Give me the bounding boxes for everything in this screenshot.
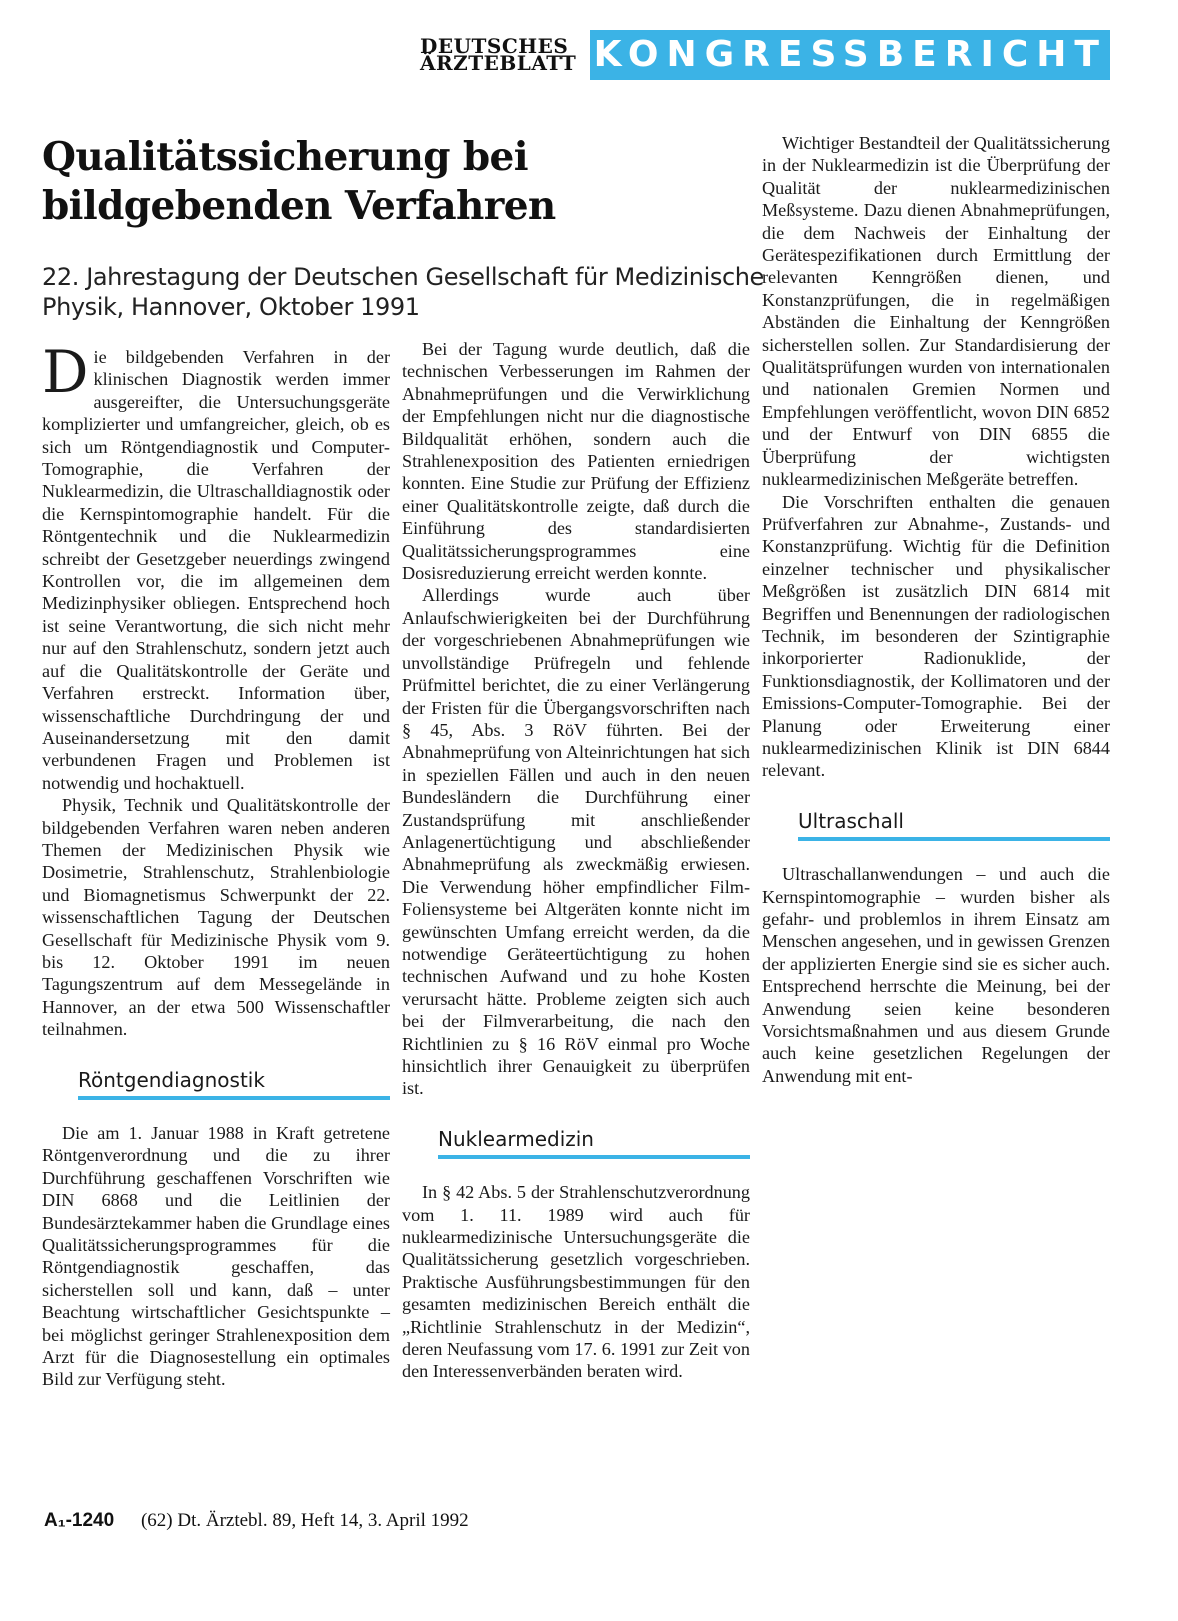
article-subtitle: 22. Jahrestagung der Deutschen Gesellschaft für Medizinische Physik, Hannover, Oktober 1991 [42, 263, 764, 321]
paragraph: Die am 1. Januar 1988 in Kraft getretene Röntgenverordnung und die zu ihrer Durchführung geschaffenen Vorschriften wie DIN 6868 und die Leitlinien der Bundesärztekammer haben die Grundlage eines Qualitätssicherungsprogrammes für die Röntgendiagnostik geschaffen, das sicherstellen soll und kann, daß – unter Beachtung wirtschaftlicher Gesichtspunkte – bei möglichst geringer Strahlenexposition dem Arzt für die Diagnosestellung ein optimales Bild zur Verfügung steht. [42, 1123, 390, 1390]
masthead [420, 30, 1110, 80]
paragraph: Bei der Tagung wurde deutlich, daß die technischen Verbesserungen im Rahmen der Abnahmeprüfungen und die Verwirklichung der Empfehlungen nicht nur die diagnostische Bildqualität erhöhen, sondern auch die Strahlenexposition des Patienten erniedrigen konnten. Eine Studie zur Prüfung der Effizienz einer Qualitätskontrolle zeigte, daß durch die Einführung des standardisierten Qualitätssicherungsprogrammes eine Dosisreduzierung erreicht werden konnte. [402, 339, 750, 584]
citation: (62) Dt. Ärztebl. 89, Heft 14, 3. April 1992 [140, 1510, 469, 1531]
intro-paragraph [42, 338, 390, 794]
journal-logo [420, 34, 577, 75]
paragraph: Ultraschallanwendungen – und auch die Kernspintomographie – wurden bisher als gefahr- und problemlos in ihrem Einsatz am Menschen angesehen, und in gewissen Grenzen der applizierten Energie sind sie es sicher auch. Entsprechend herrschte die Meinung, bei der Anwendung seien keine besonderen Vorsichtsmaßnahmen und aus diesem Grunde auch keine gesetzlichen Regelungen der Anwendung mit ent- [762, 864, 1110, 1086]
text-column-2 [402, 338, 750, 1383]
section-heading-ultraschall: Ultraschall [798, 810, 1110, 841]
paragraph: Physik, Technik und Qualitätskontrolle der bildgebenden Verfahren waren neben anderen Themen der Medizinischen Physik wie Dosimetrie, Strahlenschutz, Strahlenbiologie und Biomagnetismus Schwerpunkt der 22. wissenschaftlichen Tagung der Deutschen Gesellschaft für Medizinische Physik vom 9. bis 12. Oktober 1991 im neuen Tagungszentrum auf dem Messegelände in Hannover, an der etwa 500 Wissenschaftler teilnahmen. [42, 795, 390, 1040]
section-heading-nuklear: Nuklearmedizin [438, 1128, 750, 1159]
drop-cap: D [42, 338, 89, 406]
logo-line-1: DEUTSCHES [420, 34, 569, 58]
text-column-1 [42, 338, 390, 1391]
section-banner: KONGRESSBERICHT [590, 30, 1110, 80]
page-number: A₁-1240 [44, 1510, 115, 1531]
paragraph: Wichtiger Bestandteil der Qualitätssicherung in der Nuklearmedizin ist die Überprüfung der Qualität der nuklearmedizinischen Meßsysteme. Dazu dienen Abnahmeprüfungen, die dem Nachweis der Einhaltung der Gerätespezifikationen durch Ermittlung der relevanten Kenngrößen dienen, und Konstanzprüfungen, die in regelmäßigen Abständen die Einhaltung der Kenngrößen sicherstellen sollen. Zur Standardisierung der Qualitätsprüfungen wurden von internationalen und nationalen Gremien Normen und Empfehlungen veröffentlicht, wovon DIN 6852 und der Entwurf von DIN 6855 die Überprüfung der wichtigsten nuklearmedizinischen Meßgeräte betreffen. [762, 133, 1110, 490]
text-column-3 [762, 132, 1110, 1087]
intro-text: ie bildgebenden Verfahren in der klinischen Diagnostik werden immer ausgereifter, die Untersuchungsgeräte komplizierter und umfangreicher, gleich, ob es sich um Röntgendiagnostik und Computer-Tomographie, die Verfahren der Nuklearmedizin, die Ultraschalldiagnostik oder die Kernspintomographie handelt. Für die Röntgentechnik und die Nuklearmedizin schreibt der Gesetzgeber neuerdings zwingend Kontrollen vor, die im allgemeinen dem Medizinphysiker obliegen. Entsprechend hoch ist seine Verantwortung, die sich nicht mehr nur auf den Strahlenschutz, sondern jetzt auch auf die Qualitätskontrolle der Geräte und Verfahren erstreckt. Information über, wissenschaftliche Durchdringung der und Auseinandersetzung mit den damit verbundenen Fragen und Problemen ist notwendig und hochaktuell. [42, 347, 390, 793]
section-heading-roentgen: Röntgendiagnostik [78, 1069, 390, 1100]
logo-line-2: ÄRZTEBLATT [420, 51, 577, 75]
paragraph: Die Vorschriften enthalten die genauen Prüfverfahren zur Abnahme-, Zustands- und Konstanzprüfung. Wichtig für die Definition einzelner technischer und physikalischer Meßgrößen ist zusätzlich DIN 6814 mit Begriffen und Benennungen der radiologischen Technik, im besonderen der Szintigraphie inkorporierter Radionuklide, der Funktionsdiagnostik, der Kollimatoren und der Emissions-Computer-Tomographie. Bei der Planung oder Erweiterung einer nuklearmedizinischen Klinik ist DIN 6844 relevant. [762, 491, 1110, 781]
paragraph: Allerdings wurde auch über Anlaufschwierigkeiten bei der Durchführung der vorgeschriebenen Abnahmeprüfungen wie unvollständige Prüfregeln und fehlende Prüfmittel berichtet, die zu einer Verlängerung der Fristen für die Übergangsvorschriften nach § 45, Abs. 3 RöV führten. Bei der Abnahmeprüfung von Alteinrichtungen hat sich in speziellen Fällen und auch in den neuen Bundesländern die Durchführung einer Zustandsprüfung mit anschließender Anlagenertüchtigung und abschließender Abnahmeprüfung als zweckmäßig erwiesen. Die Verwendung höher empfindlicher Film-Foliensysteme bei Altgeräten konnte nicht im gewünschten Umfang erreicht werden, da die notwendige Geräteertüchtigung zu hohen technischen Aufwand und zu hohe Kosten verursacht hätte. Probleme zeigten sich auch bei der Filmverarbeitung, die nach den Richtlinien zu § 16 RöV einmal pro Woche hinsichtlich ihrer Genauigkeit zu überprüfen ist. [402, 585, 750, 1099]
article-title: Qualitätssicherung bei bildgebenden Verfahren [42, 134, 556, 229]
paragraph: In § 42 Abs. 5 der Strahlenschutzverordnung vom 1. 11. 1989 wird auch für nuklearmedizinische Untersuchungsgeräte die Qualitätssicherung gesetzlich vorgeschrieben. Praktische Ausführungsbestimmungen für den gesamten medizinischen Bereich enthält die „Richtlinie Strahlenschutz in der Medizin“, deren Neufassung vom 17. 6. 1991 zur Zeit von den Interessenverbänden beraten wird. [402, 1182, 750, 1382]
page-footer [44, 1510, 469, 1532]
